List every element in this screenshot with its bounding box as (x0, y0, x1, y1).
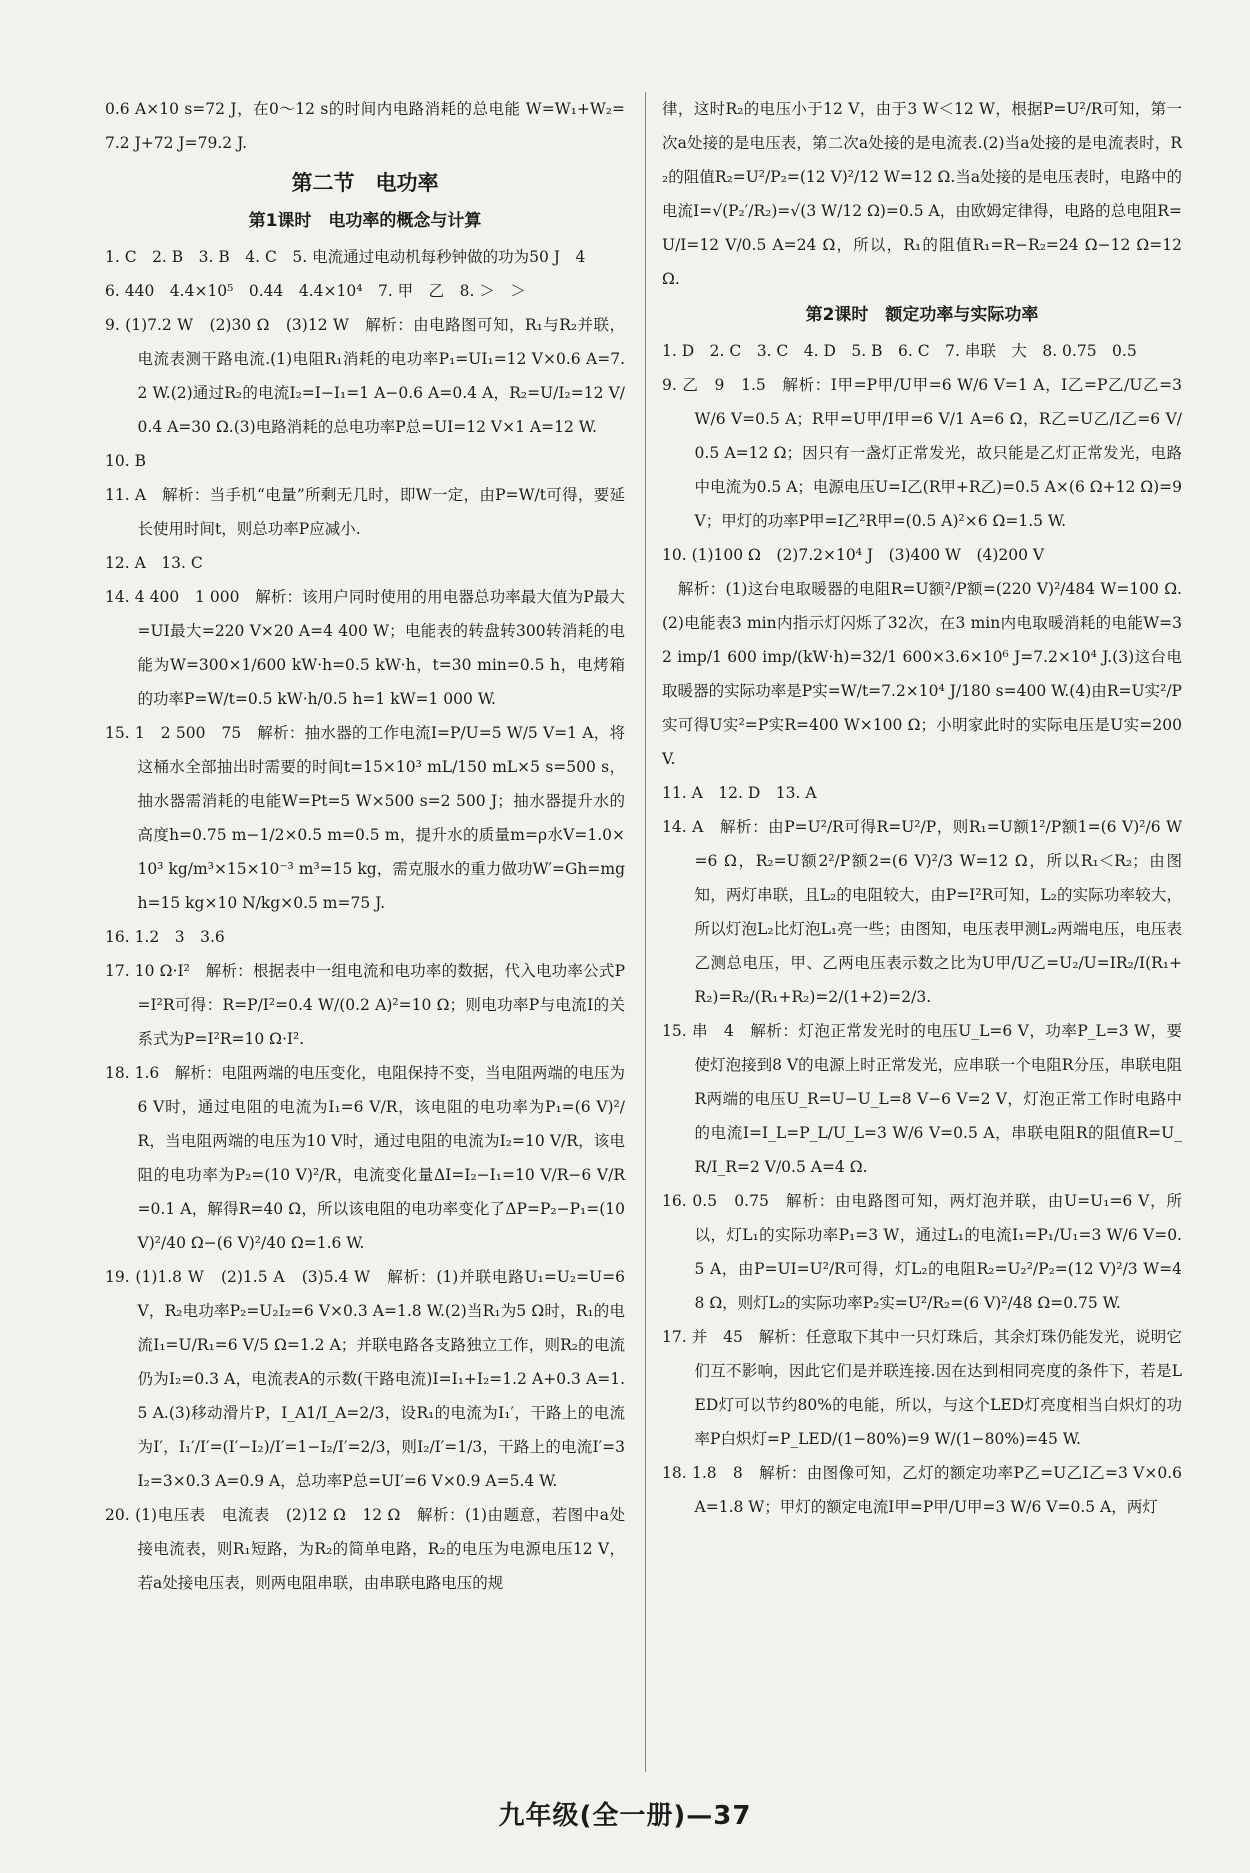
answer-item: 6. 440 4.4×10⁵ 0.44 4.4×10⁴ 7. 甲 乙 8. ＞ ＞ (105, 282, 526, 300)
answer-item: 18. 1.6 解析：电阻两端的电压变化，电阻保持不变，当电阻两端的电压为6 V时，通过电阻的电流为I₁=6 V/R，该电阻的电功率为P₁=(6 V)²/R，当电阻两端的电压为10 V时，通过电阻的电流为I₂=10 V/R，该电阻的电功率为P₂=(10 V)²/R，电流变化量ΔI=I₂−I₁=10 V/R−6 V/R=0.1 A，解得R=40 Ω，所以该电阻的电功率变化了ΔP=P₂−P₁=(10 V)²/40 Ω−(6 V)²/40 Ω=1.6 W. (105, 1064, 625, 1252)
answer-item: 20. (1)电压表 电流表 (2)12 Ω 12 Ω 解析：(1)由题意，若图中a处接电流表，则R₁短路，为R₂的简单电路，R₂的电压为电源电压12 V，若a处接电压表，则两电阻串联，由串联电路电压的规 (105, 1506, 625, 1592)
answer-item: 15. 串 4 解析：灯泡正常发光时的电压U_L=6 V，功率P_L=3 W，要使灯泡接到8 V的电源上时正常发光，应串联一个电阻R分压，串联电阻R两端的电压U_R=U−U_L=8 V−6 V=2 V，灯泡正常工作时电路中的电流I=I_L=P_L/U_L=3 W/6 V=0.5 A，串联电阻R的阻值R=U_R/I_R=2 V/0.5 A=4 Ω. (662, 1022, 1182, 1176)
answer-item: 10. (1)100 Ω (2)7.2×10⁴ J (3)400 W (4)200 V (662, 546, 1045, 564)
answer-item: 9. 乙 9 1.5 解析：I甲=P甲/U甲=6 W/6 V=1 A，I乙=P乙/U乙=3 W/6 V=0.5 A；R甲=U甲/I甲=6 V/1 A=6 Ω，R乙=U乙/I乙=6 V/0.5 A=12 Ω；因只有一盏灯正常发光，故只能是乙灯正常发光，电路中电流为0.5 A；电源电压U=I乙(R甲+R乙)=0.5 A×(6 Ω+12 Ω)=9 V；甲灯的功率P甲=I乙²R甲=(0.5 A)²×6 Ω=1.5 W. (662, 376, 1182, 530)
answer-item: 10. B (105, 452, 146, 470)
answer-item: 16. 0.5 0.75 解析：由电路图可知，两灯泡并联，由U=U₁=6 V，所以，灯L₁的实际功率P₁=3 W，通过L₁的电流I₁=P₁/U₁=3 W/6 V=0.5 A，由P=UI=U²/R可得，灯L₂的电阻R₂=U₂²/P₂=(12 V)²/3 W=48 Ω，则灯L₂的实际功率P₂实=U²/R₂=(6 V)²/48 Ω=0.75 W. (662, 1192, 1182, 1312)
answer-item: 11. A 12. D 13. A (662, 784, 817, 802)
page-footer: 九年级(全一册)—37 (498, 1801, 752, 1831)
answer-item: 19. (1)1.8 W (2)1.5 A (3)5.4 W 解析：(1)并联电路U₁=U₂=U=6 V，R₂电功率P₂=U₂I₂=6 V×0.3 A=1.8 W.(2)当R₁为5 Ω时，R₁的电流I₁=U/R₁=6 V/5 Ω=1.2 A；并联电路各支路独立工作，则R₂的电流仍为I₂=0.3 A，电流表A的示数(干路电流)I=I₁+I₂=1.2 A+0.3 A=1.5 A.(3)移动滑片P，I_A1/I_A=2/3，设R₁的电流为I₁′，干路上的电流为I′，I₁′/I′=(I′−I₂)/I′=1−I₂/I′=2/3，则I₂/I′=1/3，干路上的电流I′=3I₂=3×0.3 A=0.9 A，总功率P总=UI′=6 V×0.9 A=5.4 W. (105, 1268, 625, 1490)
answer-item: 14. 4 400 1 000 解析：该用户同时使用的用电器总功率最大值为P最大=UI最大=220 V×20 A=4 400 W；电能表的转盘转300转消耗的电能为W=300×1/600 kW·h=0.5 kW·h，t=30 min=0.5 h，电烤箱的功率P=W/t=0.5 kW·h/0.5 h=1 kW=1 000 W. (105, 588, 625, 708)
right-column (662, 92, 1182, 1524)
answer-item: 9. (1)7.2 W (2)30 Ω (3)12 W 解析：由电路图可知，R₁与R₂并联，电流表测干路电流.(1)电阻R₁消耗的电功率P₁=UI₁=12 V×0.6 A=7.2 W.(2)通过R₂的电流I₂=I−I₁=1 A−0.6 A=0.4 A，R₂=U/I₂=12 V/0.4 A=30 Ω.(3)电路消耗的总电功率P总=UI=12 V×1 A=12 W. (105, 316, 625, 436)
lesson-title: 第2课时 额定功率与实际功率 (805, 305, 1039, 325)
answer-item: 16. 1.2 3 3.6 (105, 928, 225, 946)
answer-item: 12. A 13. C (105, 554, 203, 572)
answer-item: 18. 1.8 8 解析：由图像可知，乙灯的额定功率P乙=U乙I乙=3 V×0.6 A=1.8 W；甲灯的额定电流I甲=P甲/U甲=3 W/6 V=0.5 A，两灯 (662, 1464, 1182, 1516)
answer-item: 15. 1 2 500 75 解析：抽水器的工作电流I=P/U=5 W/5 V=1 A，将这桶水全部抽出时需要的时间t=15×10³ mL/150 mL×5 s=500 s，抽水器需消耗的电能W=Pt=5 W×500 s=2 500 J；抽水器提升水的高度h=0.75 m−1/2×0.5 m=0.5 m，提升水的质量m=ρ水V=1.0×10³ kg/m³×15×10⁻³ m³=15 kg，需克服水的重力做功W′=Gh=mgh=15 kg×10 N/kg×0.5 m=75 J. (105, 724, 625, 912)
answer-text: 解析：(1)这台电取暖器的电阻R=U额²/P额=(220 V)²/484 W=100 Ω.(2)电能表3 min内指示灯闪烁了32次，在3 min内电取暖消耗的电能W=32 imp/1 600 imp/(kW·h)=32/1 600×3.6×10⁶ J=7.2×10⁴ J.(3)这台电取暖器的实际功率是P实=W/t=7.2×10⁴ J/180 s=400 W.(4)由R=U实²/P实可得U实²=P实R=400 W×100 Ω；小明家此时的实际电压是U实=200 V. (662, 580, 1182, 768)
answer-text: 律，这时R₂的电压小于12 V，由于3 W＜12 W，根据P=U²/R可知，第一次a处接的是电压表，第二次a处接的是电流表.(2)当a处接的是电流表时，R₂的阻值R₂=U²/P₂=(12 V)²/12 W=12 Ω.当a处接的是电压表时，电路中的电流I=√(P₂′/R₂)=√(3 W/12 Ω)=0.5 A，由欧姆定律得，电路的总电阻R=U/I=12 V/0.5 A=24 Ω，所以，R₁的阻值R₁=R−R₂=24 Ω−12 Ω=12 Ω. (662, 100, 1182, 288)
answer-item: 1. D 2. C 3. C 4. D 5. B 6. C 7. 串联 大 8. 0.75 0.5 (662, 342, 1137, 360)
answer-item: 17. 10 Ω·I² 解析：根据表中一组电流和电功率的数据，代入电功率公式P=I²R可得：R=P/I²=0.4 W/(0.2 A)²=10 Ω；则电功率P与电流I的关系式为P=I²R=10 Ω·I². (105, 962, 625, 1048)
section-title: 第二节 电功率 (291, 171, 439, 195)
answer-item: 14. A 解析：由P=U²/R可得R=U²/P，则R₁=U额1²/P额1=(6 V)²/6 W=6 Ω，R₂=U额2²/P额2=(6 V)²/3 W=12 Ω，所以R₁＜R₂；由图知，两灯串联，且L₂的电阻较大，由P=I²R可知，L₂的实际功率较大，所以灯泡L₂比灯泡L₁亮一些；由图知，电压表甲测L₂两端电压，电压表乙测总电压，甲、乙两电压表示数之比为U甲/U乙=U₂/U=IR₂/I(R₁+R₂)=R₂/(R₁+R₂)=2/(1+2)=2/3. (662, 818, 1182, 1006)
lesson-title: 第1课时 电功率的概念与计算 (248, 211, 482, 231)
answer-item: 17. 并 45 解析：任意取下其中一只灯珠后，其余灯珠仍能发光，说明它们互不影响，因此它们是并联连接.因在达到相同亮度的条件下，若是LED灯可以节约80%的电能，所以，与这个LED灯亮度相当白炽灯的功率P白炽灯=P_LED/(1−80%)=9 W/(1−80%)=45 W. (662, 1328, 1182, 1448)
answer-item: 11. A 解析：当手机“电量”所剩无几时，即W一定，由P=W/t可得，要延长使用时间t，则总功率P应减小. (105, 486, 625, 538)
answer-text: 0.6 A×10 s=72 J，在0～12 s的时间内电路消耗的总电能 W=W₁+W₂=7.2 J+72 J=79.2 J. (105, 100, 625, 152)
left-column (105, 92, 625, 1600)
column-divider (645, 92, 646, 1772)
answer-item: 1. C 2. B 3. B 4. C 5. 电流通过电动机每秒钟做的功为50 J 4 (105, 248, 586, 266)
